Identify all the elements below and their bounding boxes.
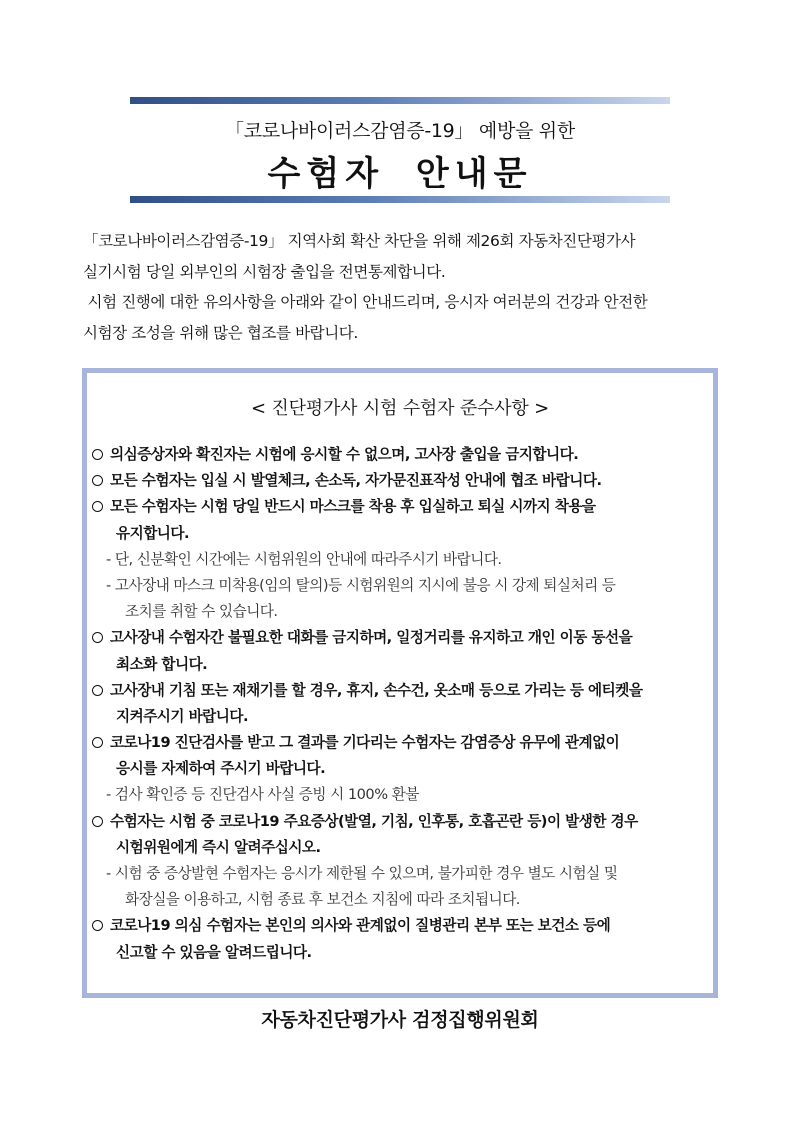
guideline-text: - 검사 확인증 등 진단검사 사실 증빙 시 100% 환불 (106, 786, 419, 804)
guideline-item (92, 494, 702, 520)
guideline-text: 모든 수험자는 시험 당일 반드시 마스크를 착용 후 입실하고 퇴실 시까지 착용을 (110, 498, 596, 516)
guideline-subnote (92, 573, 702, 599)
guideline-text: 코로나19 의심 수험자는 본인의 의사와 관계없이 질병관리 본부 또는 보건소 등에 (110, 917, 611, 935)
intro-line: 시험 진행에 대한 유의사항을 아래와 같이 안내드리며, 응시자 여러분의 건강과 안전한 (83, 293, 648, 311)
guidelines-list (92, 442, 702, 966)
guideline-text: 화장실을 이용하고, 시험 종료 후 보건소 지침에 따라 조치됩니다. (125, 891, 520, 909)
guideline-item (92, 678, 702, 704)
document-subtitle: 「코로나바이러스감염증-19」 예방을 위한 (225, 120, 575, 142)
circle-bullet-icon (92, 737, 103, 748)
guideline-item (92, 442, 702, 468)
guideline-item (92, 625, 702, 651)
guideline-item-continued (92, 521, 702, 547)
guideline-subnote (92, 782, 702, 808)
guideline-item-continued (92, 756, 702, 782)
document-title: 수험자 안내문 (267, 154, 533, 194)
intro-line: 「코로나바이러스감염증-19」 지역사회 확산 차단을 위해 제26회 자동차진단평가사 (83, 232, 636, 250)
guideline-text: 고사장내 수험자간 불필요한 대화를 금지하며, 일정거리를 유지하고 개인 이동 동선을 (110, 629, 633, 647)
guideline-subnote (92, 547, 702, 573)
circle-bullet-icon (92, 501, 103, 512)
intro-paragraph (83, 226, 733, 348)
guideline-item (92, 468, 702, 494)
intro-line: 실기시험 당일 외부인의 시험장 출입을 전면통제합니다. (83, 262, 446, 281)
guideline-text: 모든 수험자는 입실 시 발열체크, 손소독, 자가문진표작성 안내에 협조 바랍니다. (110, 472, 602, 490)
guideline-text: 응시를 자제하여 주시기 바랍니다. (116, 760, 326, 778)
title-bottom-rule (130, 196, 670, 203)
guideline-subnote-continued (92, 599, 702, 625)
guidelines-title: < 진단평가사 시험 수험자 준수사항 > (250, 398, 549, 419)
circle-bullet-icon (92, 449, 103, 460)
guideline-text: 의심증상자와 확진자는 시험에 응시할 수 없으며, 고사장 출입을 금지합니다. (110, 446, 579, 463)
circle-bullet-icon (92, 685, 103, 696)
guideline-text: - 단, 신분확인 시간에는 시험위원의 안내에 따라주시기 바랍니다. (106, 550, 502, 568)
circle-bullet-icon (92, 920, 103, 931)
guideline-text: - 고사장내 마스크 미착용(임의 탈의)등 시험위원의 지시에 불응 시 강제 퇴실처리 등 (106, 576, 616, 594)
guideline-text: 고사장내 기침 또는 재채기를 할 경우, 휴지, 손수건, 옷소매 등으로 가리는 등 에티켓을 (110, 681, 643, 699)
guideline-item (92, 809, 702, 835)
guideline-text: 신고할 수 있음을 알려드립니다. (116, 943, 312, 961)
guideline-item-continued (92, 704, 702, 730)
intro-line: 시험장 조성을 위해 많은 협조를 바랍니다. (83, 323, 358, 342)
guideline-text: 지켜주시기 바랍니다. (116, 707, 249, 725)
guideline-subnote (92, 861, 702, 887)
circle-bullet-icon (92, 632, 103, 643)
guideline-text: - 시험 중 증상발현 수험자는 응시가 제한될 수 있으며, 불가피한 경우 별도 시험실 및 (106, 865, 618, 882)
circle-bullet-icon (92, 816, 103, 827)
guideline-subnote-continued (92, 887, 702, 913)
circle-bullet-icon (92, 475, 103, 486)
guideline-item-continued (92, 835, 702, 861)
guideline-text: 유지합니다. (116, 524, 190, 542)
guideline-item-continued (92, 652, 702, 678)
guideline-text: 조치를 취할 수 있습니다. (125, 603, 278, 621)
guideline-item (92, 913, 702, 939)
guideline-item-continued (92, 940, 702, 966)
guideline-text: 수험자는 시험 중 코로나19 주요증상(발열, 기침, 인후통, 호흡곤란 등)이 발생한 경우 (110, 812, 638, 830)
guideline-item (92, 730, 702, 756)
guideline-text: 최소화 합니다. (116, 655, 208, 673)
issuer-signature: 자동차진단평가사 검정집행위원회 (261, 1009, 539, 1031)
guideline-text: 시험위원에게 즉시 알려주십시오. (116, 838, 321, 856)
title-top-rule (130, 97, 670, 104)
guideline-text: 코로나19 진단검사를 받고 그 결과를 기다리는 수험자는 감염증상 유무에 관계없이 (110, 734, 620, 752)
